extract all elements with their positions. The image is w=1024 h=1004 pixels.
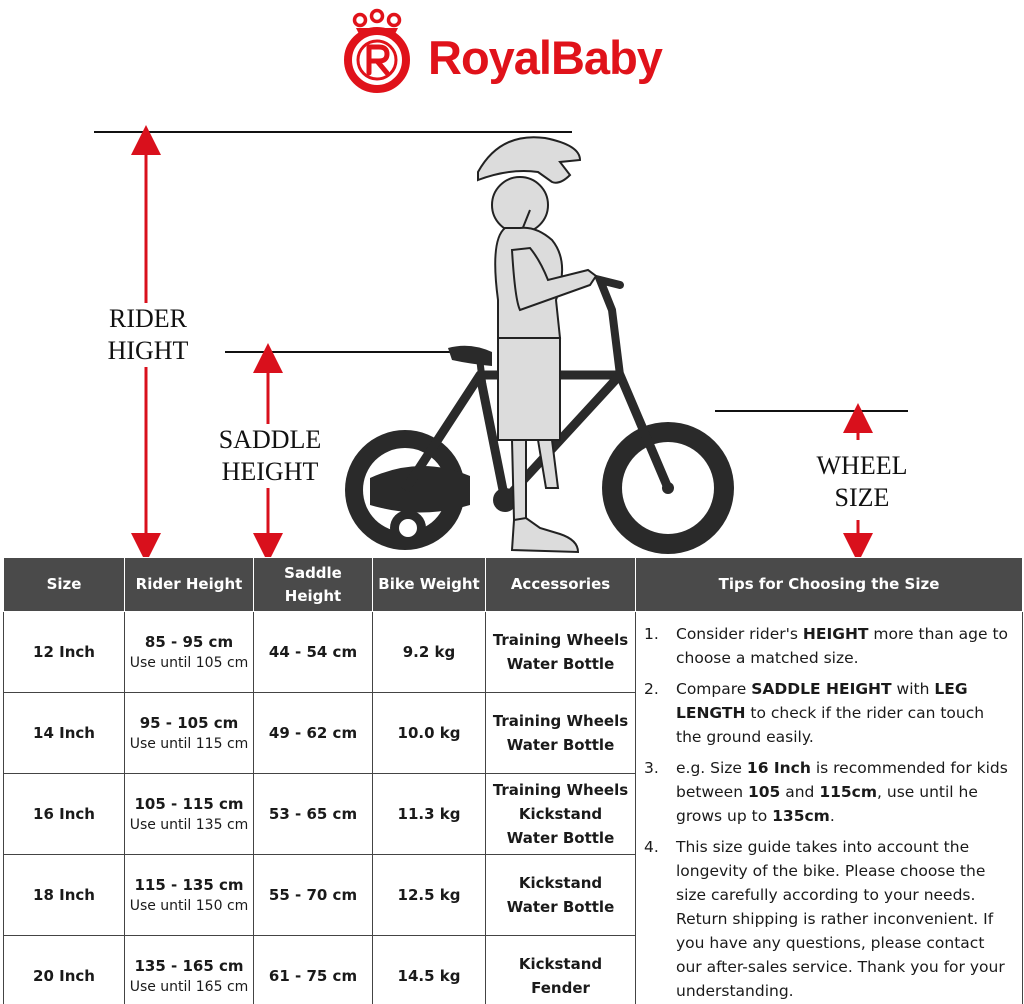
rider-height-cell <box>125 612 254 693</box>
wheel-size-label-line2: SIZE <box>834 483 890 512</box>
size-diagram <box>0 100 1024 560</box>
tip-text <box>676 756 1010 828</box>
brand-name: RoyalBaby <box>428 31 662 84</box>
royalbaby-logo <box>340 6 740 96</box>
tip-number: 3. <box>644 759 659 777</box>
saddle-height-label-line1: SADDLE <box>218 425 322 454</box>
accessory-item: Training Wheels <box>492 781 629 799</box>
bike-weight-cell: 14.5 kg <box>373 936 486 1004</box>
accessories-cell <box>486 855 636 936</box>
tip-fragment: with <box>891 680 935 698</box>
header-rider-height: Rider Height <box>125 558 254 612</box>
size-cell: 14 Inch <box>4 693 125 774</box>
header-size: Size <box>4 558 125 612</box>
rider-height-label-line1: RIDER <box>109 304 187 333</box>
saddle-height-label <box>212 424 328 488</box>
rider-height-range: 105 - 115 cm <box>134 795 244 813</box>
tip-fragment: Compare <box>676 680 752 698</box>
tip-item <box>644 756 1010 828</box>
accessory-item: Training Wheels <box>492 712 629 730</box>
use-until-text: Use until 150 cm <box>129 898 249 914</box>
bike-weight-cell: 9.2 kg <box>373 612 486 693</box>
tip-emphasis: 115cm <box>819 783 878 801</box>
tip-fragment: Consider rider's <box>676 625 803 643</box>
tip-text <box>676 835 1010 1003</box>
rider-height-cell <box>125 693 254 774</box>
size-chart-table <box>3 557 1023 1004</box>
tip-text <box>676 622 1010 670</box>
accessory-item: Training Wheels <box>492 631 629 649</box>
tip-emphasis: 105 <box>747 783 781 801</box>
use-until-text: Use until 165 cm <box>129 979 249 995</box>
rider-height-cell <box>125 936 254 1004</box>
rider-height-range: 115 - 135 cm <box>134 876 244 894</box>
tip-item <box>644 622 1010 670</box>
header-tips: Tips for Choosing the Size <box>636 558 1023 612</box>
accessory-item: Kickstand <box>518 955 603 973</box>
rider-height-label-line2: HIGHT <box>107 336 189 365</box>
saddle-height-label-line2: HEIGHT <box>221 457 319 486</box>
rider-height-range: 85 - 95 cm <box>144 633 234 651</box>
accessory-item: Water Bottle <box>506 655 615 673</box>
accessory-item: Fender <box>531 979 590 997</box>
saddle-height-cell: 55 - 70 cm <box>254 855 373 936</box>
table-header-row <box>4 558 1023 612</box>
accessory-item: Kickstand <box>518 874 603 892</box>
accessory-item: Water Bottle <box>506 898 615 916</box>
bike-weight-cell: 12.5 kg <box>373 855 486 936</box>
tip-emphasis: 16 Inch <box>746 759 811 777</box>
accessory-item: Kickstand <box>518 805 603 823</box>
rider-height-cell <box>125 855 254 936</box>
tip-emphasis: SADDLE HEIGHT <box>751 680 892 698</box>
size-cell: 20 Inch <box>4 936 125 1004</box>
tip-text <box>676 677 1010 749</box>
saddle-height-cell: 44 - 54 cm <box>254 612 373 693</box>
tip-fragment: and <box>780 783 820 801</box>
header-bike-weight: Bike Weight <box>373 558 486 612</box>
size-cell: 12 Inch <box>4 612 125 693</box>
rider-height-cell <box>125 774 254 855</box>
size-cell: 18 Inch <box>4 855 125 936</box>
tip-fragment: This size guide takes into account the longevity of the bike. Please choose the size carefully according to your needs. Return shipping is rather inconvenient. If you have any questions, please contact our after-sales service. Thank you for your understanding. <box>676 838 1005 1000</box>
tip-number: 4. <box>644 838 659 856</box>
rider-height-label <box>100 303 196 367</box>
tip-number: 1. <box>644 625 659 643</box>
saddle-height-cell: 53 - 65 cm <box>254 774 373 855</box>
tip-emphasis: 135cm <box>772 807 830 825</box>
tip-fragment: . <box>829 807 835 825</box>
tip-fragment: e.g. Size <box>676 759 747 777</box>
accessories-cell <box>486 774 636 855</box>
saddle-height-cell: 61 - 75 cm <box>254 936 373 1004</box>
tip-number: 2. <box>644 680 659 698</box>
accessories-cell <box>486 612 636 693</box>
bike-weight-cell: 10.0 kg <box>373 693 486 774</box>
header-accessories: Accessories <box>486 558 636 612</box>
size-cell: 16 Inch <box>4 774 125 855</box>
tip-emphasis: HEIGHT <box>802 625 869 643</box>
rider-height-range: 135 - 165 cm <box>134 957 244 975</box>
tip-item <box>644 835 1010 1003</box>
tips-cell <box>636 612 1023 1004</box>
table-row <box>4 612 1023 693</box>
use-until-text: Use until 115 cm <box>129 736 249 752</box>
tip-fragment: is recommended for kids between <box>676 759 1008 801</box>
tip-emphasis: LEG LENGTH <box>676 680 968 722</box>
saddle-height-cell: 49 - 62 cm <box>254 693 373 774</box>
header-saddle-height: Saddle Height <box>254 558 373 612</box>
accessory-item: Water Bottle <box>506 829 615 847</box>
tip-fragment: , use until he grows up to <box>676 783 978 825</box>
bike-weight-cell: 11.3 kg <box>373 774 486 855</box>
tip-fragment: more than age to choose a matched size. <box>676 625 1009 667</box>
wheel-size-label <box>812 450 912 514</box>
use-until-text: Use until 135 cm <box>129 817 249 833</box>
use-until-text: Use until 105 cm <box>129 655 249 671</box>
crown-r-emblem-icon <box>340 6 420 94</box>
wheel-size-label-line1: WHEEL <box>816 451 908 480</box>
accessories-cell <box>486 693 636 774</box>
child-rider-icon <box>478 137 596 552</box>
tip-item <box>644 677 1010 749</box>
rider-height-range: 95 - 105 cm <box>139 714 239 732</box>
accessory-item: Water Bottle <box>506 736 615 754</box>
accessories-cell <box>486 936 636 1004</box>
tip-fragment: to check if the rider can touch the ground easily. <box>676 704 985 746</box>
